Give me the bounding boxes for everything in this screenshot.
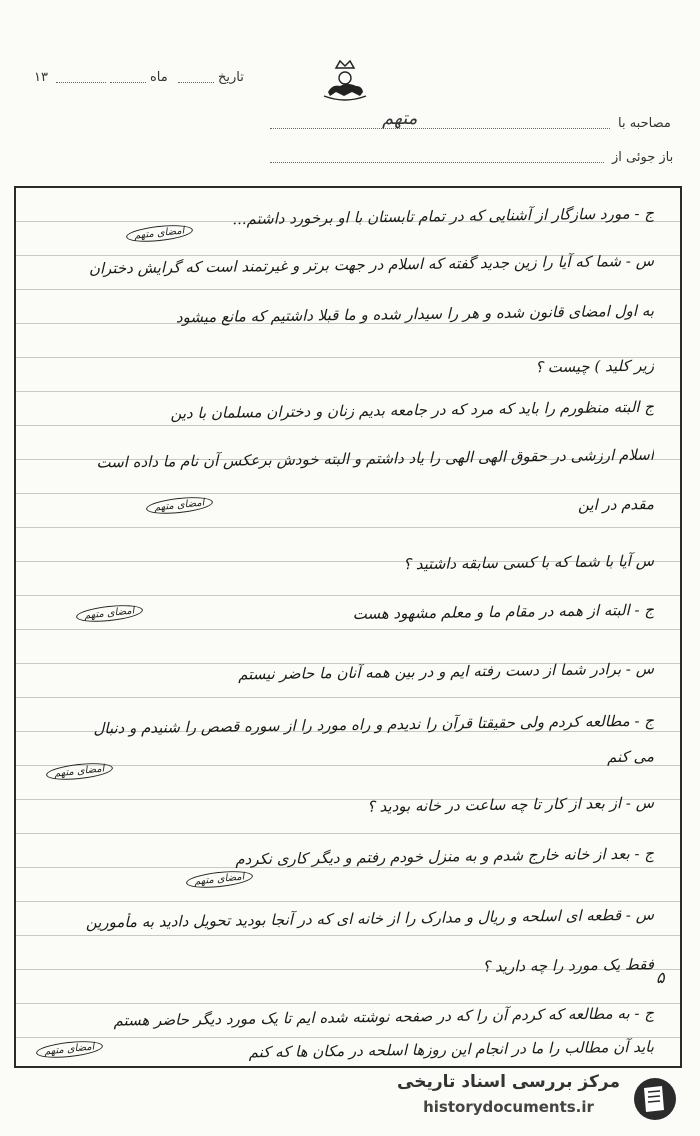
signature-stamp: امضای متهم xyxy=(45,761,113,783)
interview-value: متهم xyxy=(382,108,418,129)
text-line: س - برادر شما از دست رفته ایم و در بین همه آنان ما حاضر نیستم xyxy=(238,659,655,684)
date-label: تاریخ xyxy=(218,70,244,85)
handwritten-sheet xyxy=(14,186,682,1068)
text-line: می کنم xyxy=(606,747,655,767)
text-line: ج البته منظورم را باید که مرد که در جامعه بدیم زنان و دختران مسلمان با دین xyxy=(170,397,655,423)
signature-stamp: امضای متهم xyxy=(145,495,213,517)
archive-watermark xyxy=(397,1072,620,1116)
text-line: زیر کلید ) چیست ؟ xyxy=(534,356,655,377)
text-line: ج - به مطالعه که کردم آن را که در صفحه نوشته شده ایم تا یک مورد دیگر حاضر هستم xyxy=(113,1004,655,1030)
text-line: س - قطعه ای اسلحه و ریال و مدارک را از خانه ای که در آنجا بودید تحویل دادید به مأمورین xyxy=(85,905,655,932)
lion-and-sun-emblem-icon xyxy=(322,58,368,102)
year-label: ۱۳ xyxy=(34,70,48,85)
signature-stamp: امضای متهم xyxy=(75,603,143,625)
text-line: مقدم در این xyxy=(577,495,655,515)
text-line: باید آن مطالب را ما در انجام این روزها اسلحه در مکان ها که کنم xyxy=(248,1037,655,1062)
watermark-url: historydocuments.ir xyxy=(423,1098,594,1116)
watermark-title: مرکز بررسی اسناد تاریخی xyxy=(397,1072,620,1092)
month-blank xyxy=(110,82,146,83)
text-line: ج - البته از همه در مقام ما و معلم مشهود هست xyxy=(352,600,655,623)
interrogation-label: باز جوئی از xyxy=(612,150,674,165)
text-line: اسلام ارزشی در حقوق الهی الهی را یاد داشتم و البته خودش برعکس آن نام ما داده است xyxy=(96,445,655,472)
interrogation-blank xyxy=(270,162,604,163)
year-blank xyxy=(56,82,106,83)
day-blank xyxy=(178,82,214,83)
text-line: ج - مورد سازگار از آشنایی که در تمام تابستان با او برخورد داشتم... xyxy=(232,204,655,229)
letterhead xyxy=(0,0,700,185)
text-line: س - از بعد از کار تا چه ساعت در خانه بودید ؟ xyxy=(366,793,655,816)
text-line: ج - مطالعه کردم ولی حقیقتا قرآن را ندیدم و راه مورد را از سوره قصص را شنیدم و دنبال xyxy=(93,711,655,738)
interview-blank xyxy=(270,128,610,129)
text-line: ج - بعد از خانه خارج شدم و به منزل خودم رفتم و دیگر کاری نکردم xyxy=(235,844,655,869)
month-label: ماه xyxy=(150,70,168,85)
text-line: به اول امضای قانون شده و هر را سیدار شده و ما قبلا داشتیم که مانع میشود xyxy=(175,301,655,327)
text-line: س - شما که آیا را زین جدید گفته که اسلام در جهت برتر و غیرتمند است که گرایش دختران xyxy=(88,251,655,278)
interview-label: مصاحبه با xyxy=(618,116,671,131)
text-line: س آیا با شما که با کسی سابقه داشتید ؟ xyxy=(402,551,655,574)
page-number: ۵ xyxy=(656,968,665,987)
signature-stamp: امضای متهم xyxy=(35,1039,103,1061)
signature-stamp: امضای متهم xyxy=(125,223,193,245)
archive-logo-icon xyxy=(632,1076,678,1122)
signature-stamp: امضای متهم xyxy=(185,869,253,891)
text-line: فقط یک مورد را چه دارید ؟ xyxy=(482,955,655,976)
